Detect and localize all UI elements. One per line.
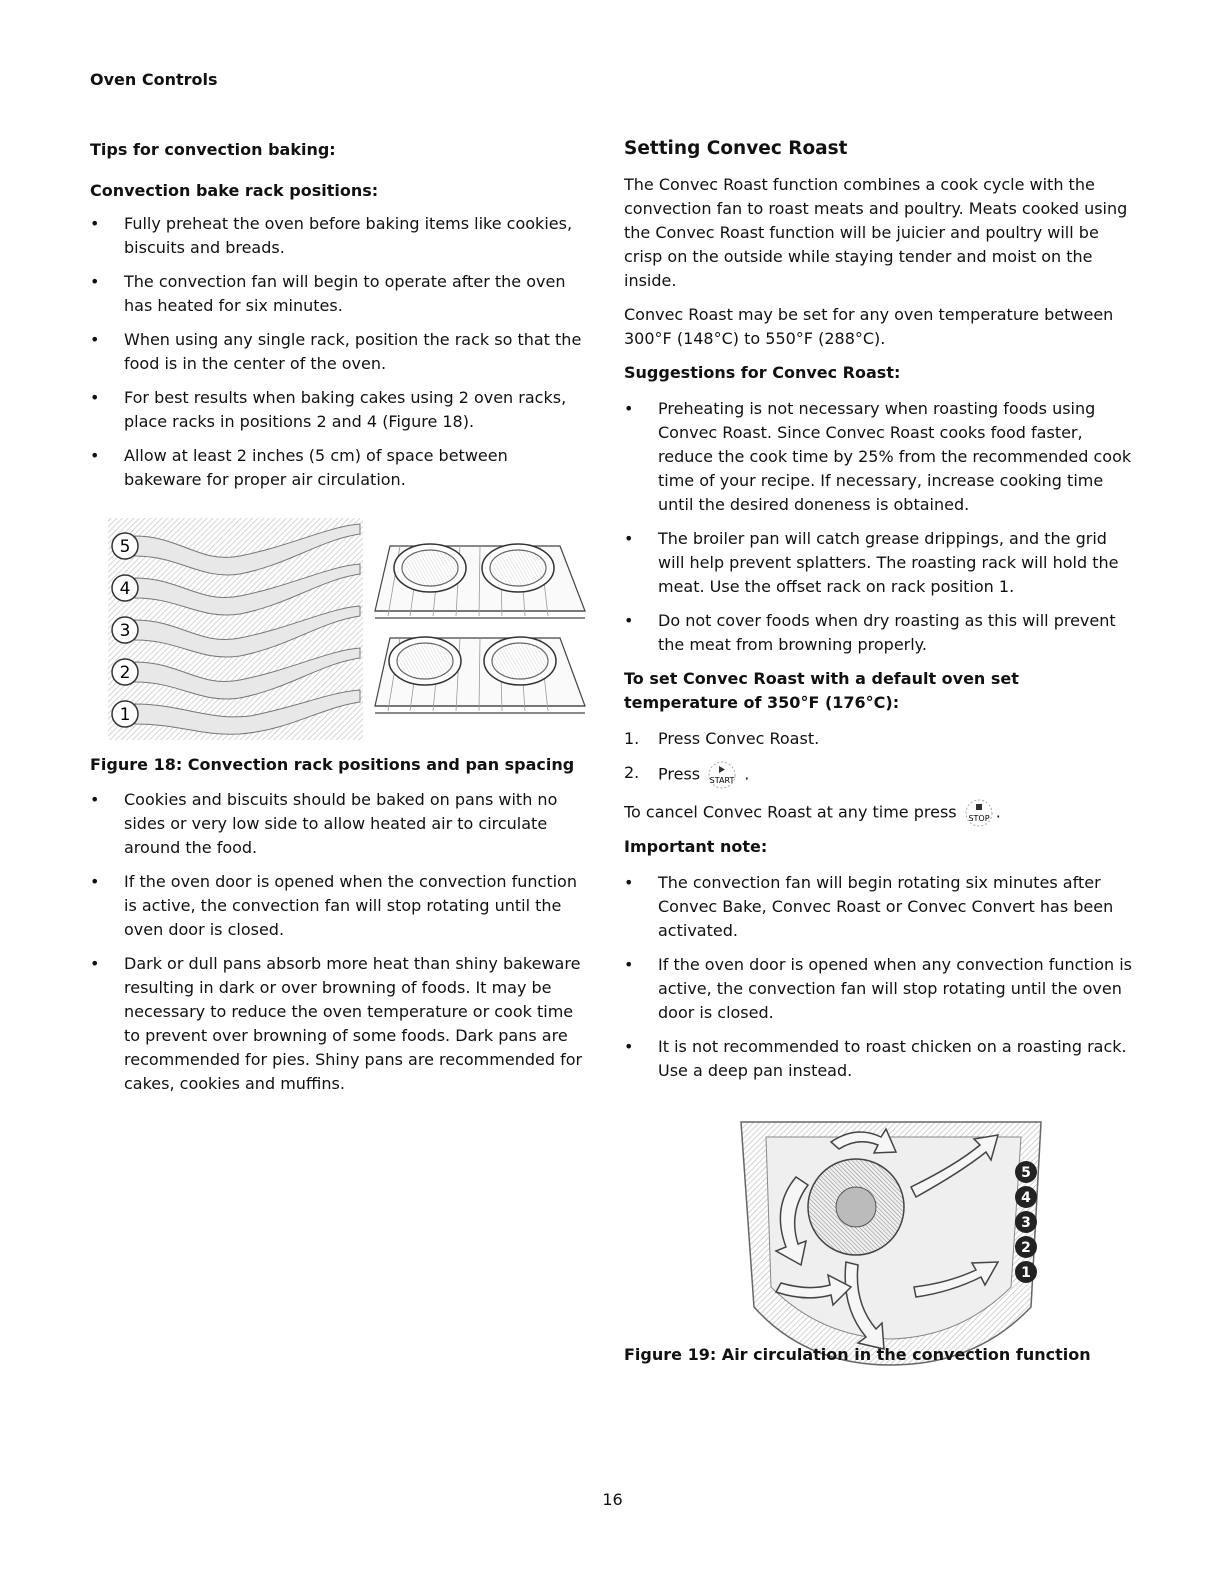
oven-rack-label-5: 5 <box>1021 1165 1031 1181</box>
step-1 <box>624 727 1134 751</box>
start-label: START <box>709 776 735 785</box>
right-column <box>624 140 1134 1371</box>
figure-19 <box>736 1117 1134 1371</box>
temperature-range-paragraph: Convec Roast may be set for any oven temperature between 300°F (148°C) to 550°F (288°C). <box>624 305 1114 348</box>
start-button-icon <box>705 761 739 789</box>
left-column <box>90 140 590 1106</box>
list-item: • Dark or dull pans absorb more heat than shiny bakeware resulting in dark or over browning of foods. It may be necessary to reduce the oven temperature or cook time to prevent over browning of some foods. Dark pans are recommended for pies. Shiny pans are recommended for cakes, cookies and muffins. <box>90 952 590 1096</box>
rack-label-3: 3 <box>119 621 131 641</box>
list-item: • Fully preheat the oven before baking items like cookies, biscuits and breads. <box>90 212 590 260</box>
lower-rack <box>375 637 585 713</box>
steps-list <box>624 727 1134 789</box>
suggestions-heading: Suggestions for Convec Roast: <box>624 363 901 382</box>
oven-rack-label-3: 3 <box>1021 1215 1031 1231</box>
stop-button-icon <box>962 799 996 827</box>
rack-label-4: 4 <box>119 579 131 599</box>
rack-label-2: 2 <box>119 663 131 683</box>
figure-19-caption: Figure 19: Air circulation in the convection function <box>624 1345 1091 1364</box>
oven-rack-label-1: 1 <box>1021 1265 1031 1281</box>
list-item: • When using any single rack, position the rack so that the food is in the center of the oven. <box>90 328 590 376</box>
page-number: 16 <box>602 1490 623 1509</box>
list-item: • If the oven door is opened when the convection function is active, the convection fan will stop rotating until the oven door is closed. <box>90 870 590 942</box>
list-item: • Cookies and biscuits should be baked on pans with no sides or very low side to allow heated air to circulate around the food. <box>90 788 590 860</box>
convec-roast-heading: Setting Convec Roast <box>624 138 848 159</box>
step-number: 1. <box>624 729 640 748</box>
cancel-text: To cancel Convec Roast at any time press <box>624 802 957 822</box>
list-item: • The convection fan will begin to operate after the oven has heated for six minutes. <box>90 270 590 318</box>
list-item: • If the oven door is opened when any convection function is active, the convection fan will stop rotating until the oven door is closed. <box>624 953 1134 1025</box>
step-text: Press Convec Roast. <box>658 729 820 748</box>
tips-list-top <box>90 212 590 492</box>
air-circulation-illustration <box>736 1117 1046 1367</box>
important-note-heading: Important note: <box>624 837 768 856</box>
rack-label-1: 1 <box>119 705 131 725</box>
list-item: • It is not recommended to roast chicken on a roasting rack. Use a deep pan instead. <box>624 1035 1134 1083</box>
tips-list-bottom <box>90 788 590 1096</box>
section-title: Oven Controls <box>90 70 218 89</box>
oven-rack-label-4: 4 <box>1021 1190 1031 1206</box>
important-list <box>624 871 1134 1083</box>
set-convec-roast-heading: To set Convec Roast with a default oven set temperature of 350°F (176°C): <box>624 669 1019 712</box>
figure-18 <box>90 516 590 745</box>
list-item: • Allow at least 2 inches (5 cm) of space between bakeware for proper air circulation. <box>90 444 590 492</box>
suggestions-list <box>624 397 1134 657</box>
list-item: • Do not cover foods when dry roasting as this will prevent the meat from browning properly. <box>624 609 1134 657</box>
fan-hub <box>836 1187 876 1227</box>
rack-label-5: 5 <box>119 537 131 557</box>
step-2: 2. Press START . <box>624 761 1134 789</box>
list-item: • The broiler pan will catch grease drippings, and the grid will help prevent splatters. The roasting rack will hold the meat. Use the offset rack on rack position 1. <box>624 527 1134 599</box>
list-item: • For best results when baking cakes using 2 oven racks, place racks in positions 2 and 4 (Figure 18). <box>90 386 590 434</box>
oven-rack-labels <box>1015 1161 1037 1283</box>
intro-paragraph: The Convec Roast function combines a cook cycle with the convection fan to roast meats and poultry. Meats cooked using the Convec Roast function will be juicier and poultry will be crisp on the outside while staying tender and moist on the inside. <box>624 175 1128 290</box>
list-item: • Preheating is not necessary when roasting foods using Convec Roast. Since Convec Roast cooks food faster, reduce the cook time by 25% from the recommended cook time of your recipe. If necessary, increase cooking time until the desired doneness is obtained. <box>624 397 1134 517</box>
oven-rack-label-2: 2 <box>1021 1240 1031 1256</box>
step-number: 2. <box>624 763 640 782</box>
tips-heading: Tips for convection baking: <box>90 140 336 159</box>
step-text: Press <box>658 764 701 784</box>
upper-rack <box>375 544 585 618</box>
cancel-instruction: To cancel Convec Roast at any time press STOP . <box>624 799 1134 827</box>
list-item: • The convection fan will begin rotating six minutes after Convec Bake, Convec Roast or Convec Convert has been activated. <box>624 871 1134 943</box>
stop-label: STOP <box>968 814 990 823</box>
rack-positions-heading: Convection bake rack positions: <box>90 181 379 200</box>
rack-positions-illustration <box>90 516 590 741</box>
figure-18-caption: Figure 18: Convection rack positions and pan spacing <box>90 755 575 774</box>
